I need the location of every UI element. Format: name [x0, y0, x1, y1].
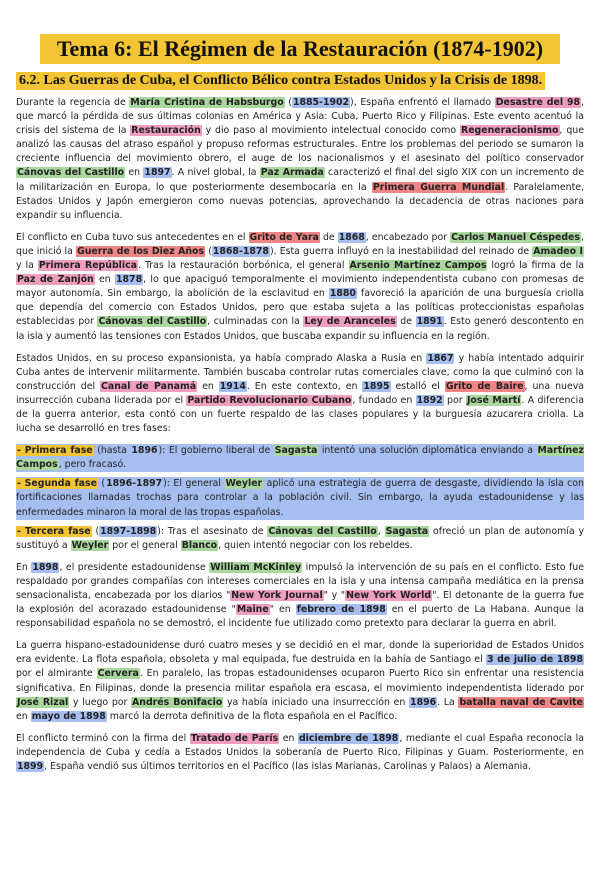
text-segment: ( — [97, 478, 106, 490]
text-segment: , que analizó las causas del atraso español y propuso reformas estructurales. Entre los problemas del periodo se sumaron la creciente influencia del movimiento obrero, el auge de los nacionalismos y el asesinato del político conservador — [16, 125, 584, 165]
highlighted-term: 1896 — [410, 696, 437, 708]
text-segment: ): Tras el asesinato de — [157, 525, 268, 537]
highlighted-term: Restauración — [131, 125, 201, 137]
highlighted-term: Cervera — [97, 668, 139, 680]
highlighted-term: Regeneracionismo — [460, 125, 559, 137]
highlighted-term: 1899 — [17, 761, 44, 773]
text-segment: , lo que apaciguó temporalmente el movimiento independentista cubano con promesas de mayor autonomía. Sin embargo, la abolición de la esclavitud en — [16, 274, 584, 300]
highlighted-term: febrero de 1898 — [296, 604, 386, 616]
highlighted-term: diciembre de 1898 — [298, 732, 399, 744]
text-segment: de — [319, 231, 338, 243]
text-segment: , España vendió sus últimos territorios en el Pacífico (las islas Marianas, Carolinas y Palaos) a Alemania. — [44, 761, 531, 773]
text-segment: (hasta — [93, 445, 131, 457]
highlighted-term: mayo de 1898 — [31, 710, 106, 722]
text-segment: , el presidente estadounidense — [59, 561, 210, 573]
text-segment: caracterizó el final del siglo XIX con un incremento de la militarización en Europa, lo que posteriormente desembocaría en la — [16, 167, 584, 193]
text-segment: , mediante el cual España reconocía la independencia de Cuba y cedía a Estados Unidos la soberanía de Puerto Rico, Filipinas y Guam. Posteriormente, en — [16, 732, 584, 758]
paragraph-cuba-antecedents — [16, 231, 584, 344]
text-segment: , culminadas con la — [207, 316, 304, 328]
text-segment: ), España enfrentó el llamado — [350, 97, 495, 108]
text-segment: ofreció un plan de autonomía y sustituyó a — [16, 525, 585, 551]
highlighted-term: Sagasta — [274, 445, 318, 457]
text-segment: en — [279, 732, 298, 744]
text-segment: En — [16, 561, 32, 573]
paragraph-first-phase — [16, 444, 584, 472]
text-segment: . Tras la restauración borbónica, el general — [137, 260, 349, 272]
text-segment: favoreció la aparición de una burguesía criolla que dependía del comercio con Estados Unidos, pero que estaba sujeta a las políticas proteccionistas españolas establecidas por — [16, 288, 584, 328]
text-segment: ). Esta guerra influyó en la inestabilidad del reinado de — [269, 245, 533, 257]
text-segment: aplicó una estrategia de guerra de desgaste, dividiendo la isla con fortificaciones llamadas trochas para controlar a la población civil. Sin embargo, la ayuda estadounidense y las enfermedades minaron la moral de las tropas españolas. — [16, 478, 584, 518]
text-segment: El conflicto en Cuba tuvo sus antecedentes en el — [16, 231, 249, 243]
highlighted-term: Canal de Panamá — [101, 380, 197, 392]
text-segment: ( — [284, 97, 292, 108]
text-segment: . La — [437, 696, 459, 708]
highlighted-term: Primera República — [38, 260, 137, 272]
text-segment: , quien intentó negociar con los rebeldes. — [218, 539, 413, 551]
highlighted-term: Tratado de París — [190, 732, 279, 744]
highlighted-term: batalla naval de Cavite — [459, 696, 583, 708]
text-segment: . En este contexto, en — [246, 380, 363, 392]
text-segment: en — [197, 380, 219, 392]
text-segment: . Paralelamente, Estados Unidos y Japón emergieron como nuevas potencias, aprovechando la decadencia de otras naciones para expandir su influencia. — [16, 181, 584, 221]
paragraph-second-phase — [16, 477, 584, 519]
highlighted-term: 1867 — [427, 352, 454, 364]
highlighted-term: Ley de Aranceles — [304, 316, 396, 328]
text-segment: ): El gobierno liberal de — [158, 445, 274, 457]
text-segment: ): El general — [163, 478, 225, 490]
text-segment: " y " — [323, 590, 346, 601]
highlighted-term: Amadeo I — [533, 245, 583, 257]
highlighted-term: Sagasta — [385, 525, 429, 537]
text-segment: . En paralelo, las tropas estadounidenses ocuparon Puerto Rico sin enfrentar una resistencia significativa. En Filipinas, donde la presencia militar española era escasa, el movimiento independentista liderado por — [16, 668, 584, 694]
section-subtitle: 6.2. Las Guerras de Cuba, el Conflicto Bélico contra Estados Unidos y la Crisis de 1898. — [16, 72, 545, 90]
highlighted-term: Andrés Bonifacio — [132, 696, 223, 708]
highlighted-term: Grito de Yara — [249, 231, 319, 243]
highlighted-term: Weyler — [71, 539, 109, 551]
text-segment: , que inició la — [16, 231, 584, 257]
highlighted-term: Grito de Baire — [445, 380, 524, 392]
text-segment: impulsó la intervención de su país en el conflicto. Esto fue respaldado por grandes compañías con intereses comerciales en la isla y una intensa campaña mediática en la prensa sensacionalista, encabezada por los diarios " — [16, 561, 584, 601]
highlighted-term: 1897-1898 — [100, 525, 157, 537]
text-segment: La guerra hispano-estadounidense duró cuatro meses y se decidió en el mar, donde la superioridad de Estados Unidos era evidente. La flota española, obsoleta y mal equipada, fue destruida en la bahía de Santiago el — [16, 640, 584, 666]
paragraph-treaty — [16, 732, 584, 774]
highlighted-term: Weyler — [225, 478, 263, 490]
text-segment: , — [377, 525, 385, 537]
highlighted-term: Partido Revolucionario Cubano — [187, 394, 352, 406]
text-segment: , fundado en — [352, 394, 416, 406]
text-segment: ya había iniciado una insurrección en — [223, 696, 410, 708]
phase-label: - Primera fase — [17, 445, 93, 457]
highlighted-term: Cánovas del Castillo — [268, 525, 377, 537]
text-segment: y luego por — [69, 696, 132, 708]
document-body — [16, 96, 584, 774]
highlighted-term: Desastre del 98 — [495, 97, 581, 108]
text-segment: en el puerto de La Habana. Aunque la responsabilidad española no se demostró, el incidente fue utilizado como pretexto para declarar la guerra en abril. — [16, 604, 584, 630]
text-segment: intentó una solución diplomática enviando a — [318, 445, 537, 457]
highlighted-term: 1897 — [144, 167, 171, 179]
highlighted-term: Primera Guerra Mundial — [372, 181, 505, 193]
text-segment: Estados Unidos, en su proceso expansionista, ya había comprado Alaska a Rusia en — [16, 352, 427, 364]
highlighted-term: Martínez Campos — [16, 445, 584, 471]
text-segment: ( — [91, 525, 100, 537]
paragraph-war-course — [16, 639, 584, 724]
text-segment: en — [16, 710, 31, 722]
page-title: Tema 6: El Régimen de la Restauración (1874-1902) — [40, 34, 560, 64]
highlighted-term: Arsenio Martínez Campos — [349, 260, 487, 272]
text-segment: " en — [269, 604, 296, 616]
highlighted-term: New York Journal — [231, 590, 323, 601]
text-segment: de — [396, 316, 416, 328]
text-segment: , una nueva insurrección cubana liderada por el — [16, 380, 585, 406]
highlighted-term: Paz Armada — [260, 167, 324, 179]
highlighted-term: José Rizal — [17, 696, 69, 708]
text-segment: . A nivel global, la — [171, 167, 260, 179]
text-segment: , pero fracasó. — [58, 459, 126, 471]
phase-label: - Segunda fase — [17, 478, 97, 490]
text-segment: El conflicto terminó con la firma del — [16, 732, 190, 744]
highlighted-term: 3 de julio de 1898 — [487, 654, 583, 666]
highlighted-term: Guerra de los Diez Años — [77, 245, 205, 257]
highlighted-term: Cánovas del Castillo — [98, 316, 207, 328]
highlighted-term: Maine — [236, 604, 269, 616]
highlighted-term: Blanco — [181, 539, 218, 551]
highlighted-term: 1896 — [131, 445, 158, 457]
text-segment: por el general — [109, 539, 181, 551]
highlighted-term: Paz de Zanjón — [17, 274, 94, 286]
text-segment: marcó la derrota definitiva de la flota española en el Pacífico. — [106, 710, 398, 722]
highlighted-term: New York World — [346, 590, 432, 601]
text-segment: . Esto generó descontento en la isla y aumentó las tensiones con Estados Unidos, que buscaba expandir su influencia en la región. — [16, 316, 584, 342]
text-segment: y la — [16, 260, 38, 272]
highlighted-term: María Cristina de Habsburgo — [130, 97, 284, 108]
text-segment: y dio paso al movimiento intelectual conocido como — [201, 125, 460, 137]
highlighted-term: 1896-1897 — [106, 478, 163, 490]
highlighted-term: William McKinley — [210, 561, 302, 573]
text-segment: ( — [205, 245, 212, 257]
text-segment: en — [125, 167, 144, 179]
highlighted-term: 1891 — [416, 316, 443, 328]
highlighted-term: 1898 — [32, 561, 59, 573]
text-segment: en — [94, 274, 116, 286]
text-segment: Durante la regencia de — [16, 97, 130, 108]
text-segment: logró la firma de la — [487, 260, 584, 272]
highlighted-term: 1914 — [219, 380, 246, 392]
highlighted-term: José Martí — [466, 394, 521, 406]
highlighted-term: Cánovas del Castillo — [17, 167, 125, 179]
text-segment: ". El detonante de la guerra fue la explosión del acorazado estadounidense " — [16, 590, 584, 616]
text-segment: por — [443, 394, 466, 406]
paragraph-us-intervention — [16, 561, 584, 631]
document-page — [0, 34, 600, 882]
paragraph-intro — [16, 96, 584, 223]
phase-label: - Tercera fase — [17, 525, 91, 537]
highlighted-term: 1878 — [116, 274, 143, 286]
highlighted-term: 1895 — [363, 380, 390, 392]
highlighted-term: Carlos Manuel Céspedes — [451, 231, 580, 243]
highlighted-term: 1880 — [329, 288, 356, 300]
highlighted-term: 1885-1902 — [292, 97, 350, 108]
text-segment: estalló el — [390, 380, 445, 392]
text-segment: , encabezado por — [365, 231, 451, 243]
highlighted-term: 1892 — [416, 394, 443, 406]
paragraph-third-phase — [16, 525, 584, 553]
text-segment: y había intentado adquirir Cuba antes de intervenir militarmente. También buscaba controlar rutas comerciales clave, como la que culminó con la construcción del — [16, 352, 584, 392]
highlighted-term: 1868-1878 — [212, 245, 269, 257]
text-segment: . A diferencia de la guerra anterior, esta contó con un fuerte respaldo de las clases populares y la burguesía azucarera criolla. La lucha se desarrolló en tres fases: — [16, 394, 584, 435]
highlighted-term: 1868 — [338, 231, 365, 243]
text-segment: por el almirante — [16, 668, 97, 680]
paragraph-us-expansion — [16, 352, 584, 437]
text-segment: , que marcó la pérdida de sus últimas colonias en América y Asia: Cuba, Puerto Rico y Filipinas. Este evento acentuó la crisis del sistema de la — [16, 97, 585, 137]
